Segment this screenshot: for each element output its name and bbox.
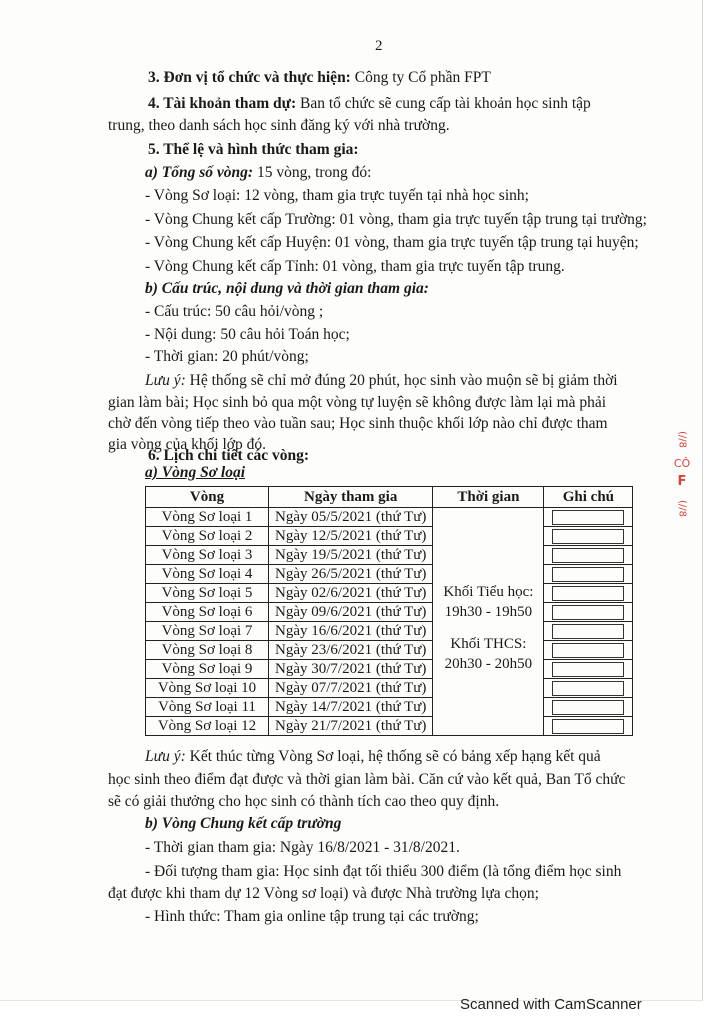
stamp-text-2: CÔ — [673, 457, 691, 470]
item4-line — [148, 94, 591, 114]
table-row — [146, 565, 633, 584]
note-cell — [544, 622, 633, 641]
round-cell: Vòng Sơ loại 2 — [146, 527, 269, 546]
item5-b-item-1: - Cấu trúc: 50 câu hỏi/vòng ; — [145, 303, 324, 320]
date-cell: Ngày 09/6/2021 (thứ Tư) — [269, 603, 433, 622]
item4-value: Ban tổ chức sẽ cung cấp tài khoản học sinh tập — [296, 95, 591, 112]
item5-heading: 5. Thể lệ và hình thức tham gia: — [148, 141, 359, 158]
scanner-watermark: Scanned with CamScanner — [460, 996, 642, 1013]
item5-note-line-1 — [145, 371, 618, 391]
date-cell: Ngày 14/7/2021 (thứ Tư) — [269, 698, 433, 717]
stamp-text-1: (//8 — [676, 430, 688, 448]
note-cell — [544, 717, 633, 736]
item6-note-line-3: sẽ có giải thưởng cho học sinh có thành tích cao theo quy định. — [108, 793, 500, 810]
date-cell: Ngày 30/7/2021 (thứ Tư) — [269, 660, 433, 679]
item5-note-line-2: gian làm bài; Học sinh bỏ qua một vòng tự luyện sẽ không được làm lại mà phải — [108, 394, 607, 411]
item6-b-item-4: - Hình thức: Tham gia online tập trung tại các trường; — [145, 908, 479, 925]
item4-label: 4. Tài khoản tham dự: — [148, 95, 297, 112]
item5-a-item-2: - Vòng Chung kết cấp Trường: 01 vòng, tham gia trực tuyến tập trung tại trường; — [145, 211, 647, 228]
item4-cont: trung, theo danh sách học sinh đăng ký với nhà trường. — [108, 117, 450, 134]
table-row — [146, 679, 633, 698]
stamp-text-3: F — [677, 474, 687, 489]
table-row — [146, 660, 633, 679]
round-cell: Vòng Sơ loại 4 — [146, 565, 269, 584]
note-cell — [544, 660, 633, 679]
item6-note-line-2: học sinh theo điểm đạt được và thời gian làm bài. Căn cứ vào kết quả, Ban Tổ chức — [108, 771, 626, 788]
item6-note-line-1 — [145, 747, 601, 767]
table-row — [146, 641, 633, 660]
table-row — [146, 622, 633, 641]
item3-value: Công ty Cổ phần FPT — [350, 69, 491, 86]
note-cell — [544, 603, 633, 622]
item6-b-label: b) Vòng Chung kết cấp trường — [145, 815, 342, 832]
round-cell: Vòng Sơ loại 11 — [146, 698, 269, 717]
item6-heading: 6. Lịch chi tiết các vòng: — [148, 447, 310, 464]
note-cell — [544, 565, 633, 584]
item6-note-label: Lưu ý: — [145, 748, 186, 765]
item5-b-item-2: - Nội dung: 50 câu hỏi Toán học; — [145, 326, 350, 343]
page-number: 2 — [375, 38, 383, 54]
note-cell — [544, 527, 633, 546]
date-cell: Ngày 26/5/2021 (thứ Tư) — [269, 565, 433, 584]
round-cell: Vòng Sơ loại 5 — [146, 584, 269, 603]
date-cell: Ngày 02/6/2021 (thứ Tư) — [269, 584, 433, 603]
round-cell: Vòng Sơ loại 6 — [146, 603, 269, 622]
note-cell — [544, 584, 633, 603]
round-cell: Vòng Sơ loại 8 — [146, 641, 269, 660]
round-cell: Vòng Sơ loại 3 — [146, 546, 269, 565]
time-cell — [433, 508, 544, 736]
time-primary-label: Khối Tiểu học: — [443, 583, 534, 600]
header-date: Ngày tham gia — [269, 487, 433, 508]
red-stamp-fragment — [668, 428, 696, 558]
item6-note-text-1: Kết thúc từng Vòng Sơ loại, hệ thống sẽ có bảng xếp hạng kết quả — [185, 748, 601, 765]
date-cell: Ngày 05/5/2021 (thứ Tư) — [269, 508, 433, 527]
date-cell: Ngày 23/6/2021 (thứ Tư) — [269, 641, 433, 660]
table-row — [146, 508, 633, 527]
header-round: Vòng — [146, 487, 269, 508]
item5-b-label: b) Cấu trúc, nội dung và thời gian tham gia: — [145, 280, 429, 297]
date-cell: Ngày 19/5/2021 (thứ Tư) — [269, 546, 433, 565]
table-row — [146, 584, 633, 603]
item6-b-item-2: - Đối tượng tham gia: Học sinh đạt tối thiểu 300 điểm (là tổng điểm học sinh — [145, 863, 622, 880]
note-cell — [544, 698, 633, 717]
time-secondary-value: 20h30 - 20h50 — [444, 655, 533, 672]
item5-note-text-1: Hệ thống sẽ chỉ mở đúng 20 phút, học sinh vào muộn sẽ bị giảm thời — [185, 372, 618, 389]
round-cell: Vòng Sơ loại 12 — [146, 717, 269, 736]
schedule-table — [145, 486, 633, 736]
round-cell: Vòng Sơ loại 1 — [146, 508, 269, 527]
item3-line — [148, 68, 491, 88]
table-row — [146, 698, 633, 717]
round-cell: Vòng Sơ loại 10 — [146, 679, 269, 698]
item5-a-label: a) Tổng số vòng: — [145, 164, 254, 181]
item3-label: 3. Đơn vị tổ chức và thực hiện: — [148, 69, 351, 86]
date-cell: Ngày 12/5/2021 (thứ Tư) — [269, 527, 433, 546]
item5-a-item-4: - Vòng Chung kết cấp Tỉnh: 01 vòng, tham gia trực tuyến tập trung. — [145, 258, 565, 275]
item5-note-label: Lưu ý: — [145, 372, 186, 389]
table-row — [146, 717, 633, 736]
item5-a-item-3: - Vòng Chung kết cấp Huyện: 01 vòng, tham gia trực tuyến tập trung tại huyện; — [145, 234, 639, 251]
item6-a-label: a) Vòng Sơ loại — [145, 464, 246, 481]
item6-b-item-3: đạt được khi tham dự 12 Vòng sơ loại) và được Nhà trường lựa chọn; — [108, 885, 539, 902]
item5-note-line-4: gia vòng của khối lớp đó. — [108, 436, 267, 453]
header-time: Thời gian — [433, 487, 544, 508]
table-row — [146, 546, 633, 565]
date-cell: Ngày 16/6/2021 (thứ Tư) — [269, 622, 433, 641]
item5-note-line-3: chờ đến vòng tiếp theo vào tuần sau; Học sinh thuộc khối lớp nào chỉ được tham — [108, 415, 608, 432]
time-secondary-label: Khối THCS: — [450, 635, 527, 652]
date-cell: Ngày 07/7/2021 (thứ Tư) — [269, 679, 433, 698]
table-row — [146, 527, 633, 546]
round-cell: Vòng Sơ loại 9 — [146, 660, 269, 679]
item5-a-line — [145, 163, 371, 183]
item5-b-item-3: - Thời gian: 20 phút/vòng; — [145, 348, 309, 365]
header-note: Ghi chú — [544, 487, 633, 508]
note-cell — [544, 679, 633, 698]
date-cell: Ngày 21/7/2021 (thứ Tư) — [269, 717, 433, 736]
note-cell — [544, 508, 633, 527]
time-primary-value: 19h30 - 19h50 — [444, 603, 533, 620]
note-cell — [544, 641, 633, 660]
note-cell — [544, 546, 633, 565]
item6-b-item-1: - Thời gian tham gia: Ngày 16/8/2021 - 31/8/2021. — [145, 839, 460, 856]
table-header-row — [146, 487, 633, 508]
item5-a-value: 15 vòng, trong đó: — [253, 164, 372, 181]
stamp-text-4: (//8 — [676, 499, 688, 517]
item5-a-item-1: - Vòng Sơ loại: 12 vòng, tham gia trực tuyến tại nhà học sinh; — [145, 187, 529, 204]
table-row — [146, 603, 633, 622]
round-cell: Vòng Sơ loại 7 — [146, 622, 269, 641]
